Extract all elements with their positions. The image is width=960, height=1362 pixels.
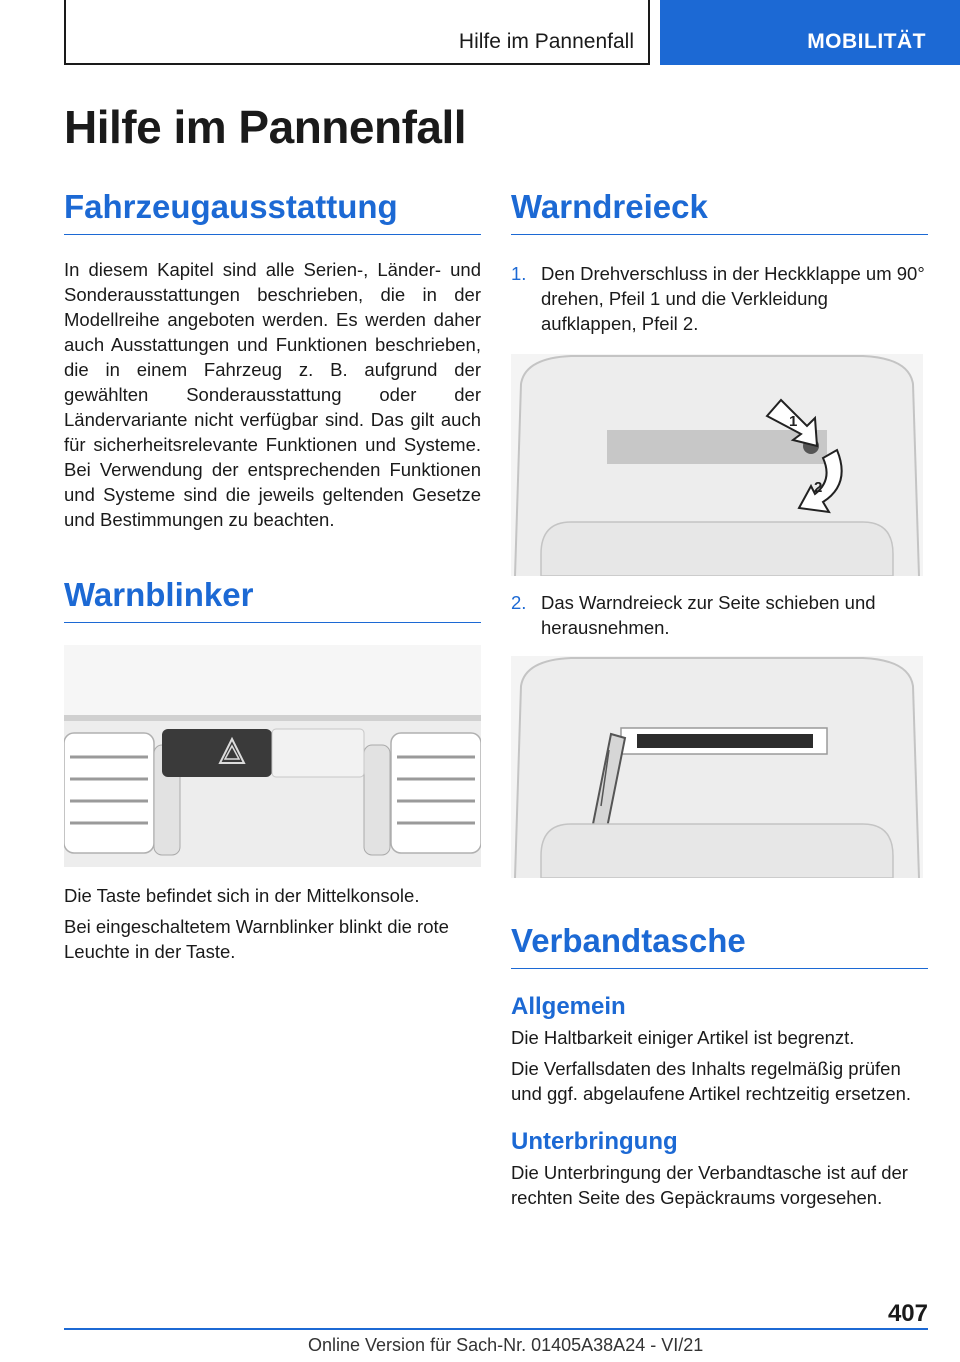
header-breadcrumb-box	[64, 0, 650, 65]
step-number: 1.	[511, 263, 527, 284]
right-column	[511, 188, 928, 1210]
heading-fahrzeugausstattung: Fahrzeugausstattung	[64, 188, 481, 235]
warning-triangle-removal-illustration	[511, 656, 923, 878]
footer-divider	[64, 1328, 928, 1330]
breadcrumb[interactable]: Hilfe im Pannenfall	[458, 30, 634, 53]
heading-unterbringung: Unterbringung	[511, 1128, 678, 1155]
footer-online-version: Online Version für Sach-Nr. 01405A38A24 - VI/21	[308, 1335, 704, 1355]
list-item	[511, 590, 928, 640]
arrow-label-2: 2	[814, 479, 823, 496]
page-number: 407	[887, 1300, 928, 1327]
unterbringung-text: Die Unterbringung der Verbandtasche ist auf der rechten Seite des Gepäckraums vorgesehen.	[511, 1162, 908, 1208]
heading-warndreieck: Warndreieck	[511, 188, 928, 235]
fahrzeugausstattung-text: In diesem Kapitel sind alle Serien-, Länder- und Sonderausstattungen beschrieben, die in der Modellreihe angeboten werden. Es werden daher auch Ausstattungen und Funktionen beschrieben, die in einem Fahrzeug z. B. aufgrund der gewählten Sonderausstattung oder der Ländervariante nicht verfügbar sind. Das gilt auch für sicherheitsrelevante Funktionen und Systeme. Bei Verwendung der entsprechenden Funktionen und Systeme sind die jeweils geltenden Gesetze und Bestimmungen zu beachten.	[64, 259, 481, 530]
tailgate-lock-illustration	[511, 354, 923, 576]
warndreieck-image-1	[511, 354, 923, 576]
allgemein-text-2: Die Verfallsdaten des Inhalts regelmäßig prüfen und ggf. abgelaufene Artikel rechtzeitig ersetzen.	[511, 1058, 912, 1104]
page-title: Hilfe im Pannenfall	[64, 101, 467, 153]
heading-warnblinker: Warnblinker	[64, 576, 481, 623]
left-column	[64, 188, 481, 964]
heading-verbandtasche: Verbandtasche	[511, 922, 928, 969]
warnblinker-image	[64, 645, 481, 867]
arrow-label-1: 1	[789, 413, 798, 430]
allgemein-text-1: Die Haltbarkeit einiger Artikel ist begrenzt.	[511, 1027, 855, 1048]
step-text: Das Warndreieck zur Seite schieben und herausnehmen.	[541, 592, 876, 638]
step-text: Den Drehverschluss in der Heckklappe um 90° drehen, Pfeil 1 und die Verkleidung aufklappen, Pfeil 2.	[541, 263, 925, 334]
section-label: MOBILITÄT	[807, 30, 926, 53]
step-number: 2.	[511, 592, 527, 613]
heading-allgemein: Allgemein	[511, 993, 626, 1020]
hazard-button-illustration	[64, 645, 481, 867]
warndreieck-image-2	[511, 656, 923, 878]
header-section-tab[interactable]	[660, 0, 960, 65]
list-item	[511, 261, 928, 336]
warnblinker-text-2: Bei eingeschaltetem Warnblinker blinkt die rote Leuchte in der Taste.	[64, 916, 449, 962]
warnblinker-text-1: Die Taste befindet sich in der Mittelkonsole.	[64, 885, 420, 906]
